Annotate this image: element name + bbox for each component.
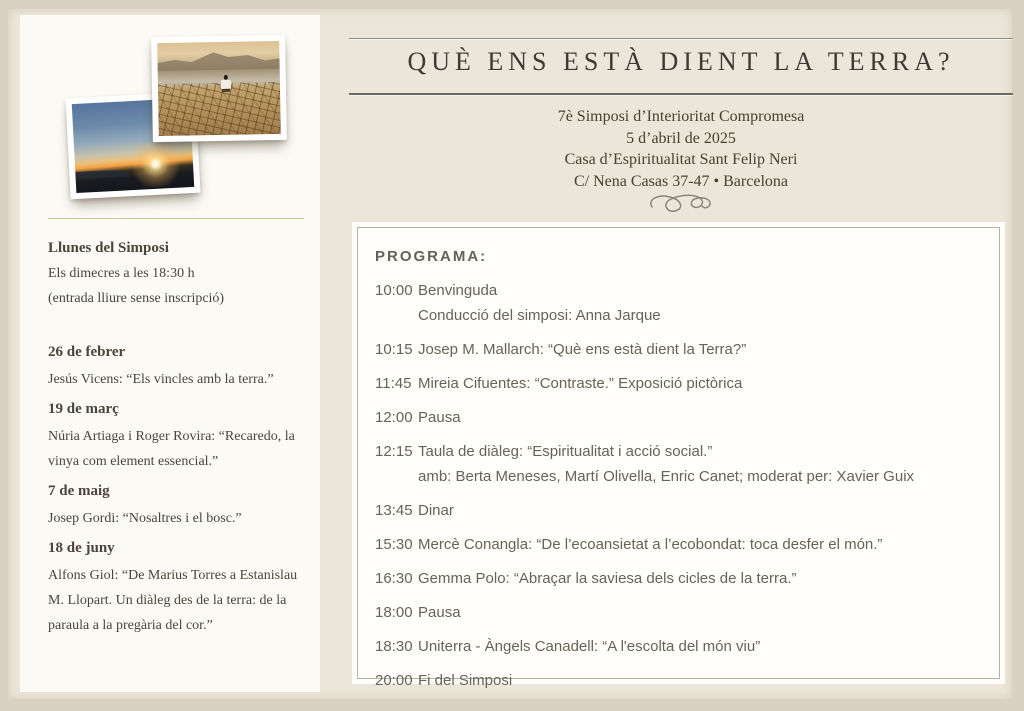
- program-entry: [418, 602, 981, 623]
- program-entry-text: Mercè Conangla: “De l’ecoansietat a l’ecobondat: toca desfer el món.”: [418, 536, 883, 553]
- photo-collage: [20, 15, 320, 225]
- event-description: Alfons Giol: “De Marius Torres a Estanislau M. Llopart. Un diàleg des de la terra: de la paraula a la pregària del cor.”: [48, 568, 298, 633]
- program-entry-text: Pausa: [418, 604, 461, 621]
- sidebar-event: [48, 342, 306, 392]
- sidebar-event: [48, 538, 306, 638]
- program-entry-text: Taula de diàleg: “Espiritualitat i acció social.”: [418, 443, 713, 460]
- subtitle-address: C/ Nena Casas 37-47 • Barcelona: [574, 172, 788, 190]
- program-time: 20:00: [375, 672, 413, 689]
- program-item: [375, 373, 981, 394]
- program-entry-text: Uniterra - Àngels Canadell: “A l'escolta del món viu”: [418, 638, 761, 655]
- event-description: Jesús Vicens: “Els vincles amb la terra.”: [48, 372, 274, 387]
- event-date: 18 de juny: [48, 540, 115, 556]
- program-time: 16:30: [375, 570, 413, 587]
- program-item: [375, 568, 981, 589]
- subtitle-edition: 7è Simposi d’Interioritat Compromesa: [557, 108, 805, 125]
- event-description: Josep Gordi: “Nosaltres i el bosc.”: [48, 511, 242, 526]
- program-time: 10:15: [375, 341, 413, 358]
- mountain-silhouette: [157, 48, 279, 71]
- person-figure: [220, 75, 232, 93]
- cracked-earth-photo: [151, 35, 287, 142]
- title-rule-bottom: [349, 93, 1013, 95]
- person-shirt: [221, 80, 231, 89]
- lunes-schedule: Els dimecres a les 18:30 h: [48, 266, 195, 281]
- subtitle-block: [349, 106, 1013, 192]
- event-description: Núria Artiaga i Roger Rovira: “Recaredo, la vinya com element essencial.”: [48, 429, 295, 469]
- event-date: 19 de març: [48, 401, 119, 417]
- program-time: 18:00: [375, 604, 413, 621]
- program-item: [375, 441, 981, 487]
- program-entry: [418, 407, 981, 428]
- program-entry: [418, 280, 981, 326]
- sidebar-events: [48, 342, 306, 638]
- event-date: 26 de febrer: [48, 344, 126, 360]
- program-entry: [418, 339, 981, 360]
- program-entry: [418, 500, 981, 521]
- program-list: [375, 280, 981, 691]
- program-entry-text: Dinar: [418, 502, 454, 519]
- program-time: 12:00: [375, 409, 413, 426]
- sidebar-panel: [20, 15, 320, 692]
- sidebar-event: [48, 481, 306, 531]
- sidebar-event: [48, 399, 306, 474]
- program-entry: [418, 534, 981, 555]
- sun-glow: [119, 141, 192, 189]
- subtitle-date: 5 d’abril de 2025: [626, 129, 736, 147]
- event-date: 7 de maig: [48, 483, 110, 499]
- program-entry-text: Conducció del simposi: Anna Jarque: [418, 307, 661, 324]
- program-time: 15:30: [375, 536, 413, 553]
- program-entry-text: Gemma Polo: “Abraçar la saviesa dels cicles de la terra.”: [418, 570, 797, 587]
- symposium-title: QUÈ ENS ESTÀ DIENT LA TERRA?: [407, 47, 955, 76]
- program-time: 12:15: [375, 443, 413, 460]
- program-entry-text: amb: Berta Meneses, Martí Olivella, Enric Canet; moderat per: Xavier Guix: [418, 468, 915, 485]
- program-item: [375, 636, 981, 657]
- program-item: [375, 602, 981, 623]
- program-entry: [418, 568, 981, 589]
- flourish-icon: [643, 190, 719, 216]
- flourish-ornament: [349, 190, 1013, 221]
- cracked-earth-image: [157, 41, 281, 136]
- program-entry-text: Fi del Simposi: [418, 672, 513, 689]
- program-item: [375, 407, 981, 428]
- program-item: [375, 500, 981, 521]
- program-entry: [418, 373, 981, 394]
- program-entry: [418, 441, 981, 487]
- subtitle-venue: Casa d’Espiritualitat Sant Felip Neri: [564, 151, 798, 168]
- program-content: [375, 248, 981, 704]
- program-entry-text: Benvinguda: [418, 282, 498, 299]
- program-entry-text: Pausa: [418, 409, 461, 426]
- program-time: 18:30: [375, 638, 413, 655]
- title-rule-top: [349, 38, 1013, 39]
- program-box: [352, 222, 1005, 689]
- program-item: [375, 280, 981, 326]
- program-entry: [418, 636, 981, 657]
- lunes-section-title: Llunes del Simposi: [48, 240, 169, 256]
- program-time: 10:00: [375, 282, 413, 299]
- program-heading: PROGRAMA:: [375, 248, 488, 265]
- lunes-admission: (entrada lliure sense inscripció): [48, 290, 225, 306]
- program-time: 11:45: [375, 375, 412, 392]
- program-entry-text: Mireia Cifuentes: “Contraste.” Exposició pictòrica: [418, 375, 743, 392]
- program-item: [375, 534, 981, 555]
- person-legs: [222, 89, 230, 92]
- program-item: [375, 670, 981, 691]
- program-item: [375, 339, 981, 360]
- program-time: 13:45: [375, 502, 413, 519]
- program-entry: [418, 670, 981, 691]
- program-entry-text: Josep M. Mallarch: “Què ens està dient la Terra?”: [418, 341, 747, 358]
- sidebar-text: [48, 237, 306, 645]
- sidebar-divider: [48, 218, 304, 219]
- program-box-border: [357, 227, 1000, 689]
